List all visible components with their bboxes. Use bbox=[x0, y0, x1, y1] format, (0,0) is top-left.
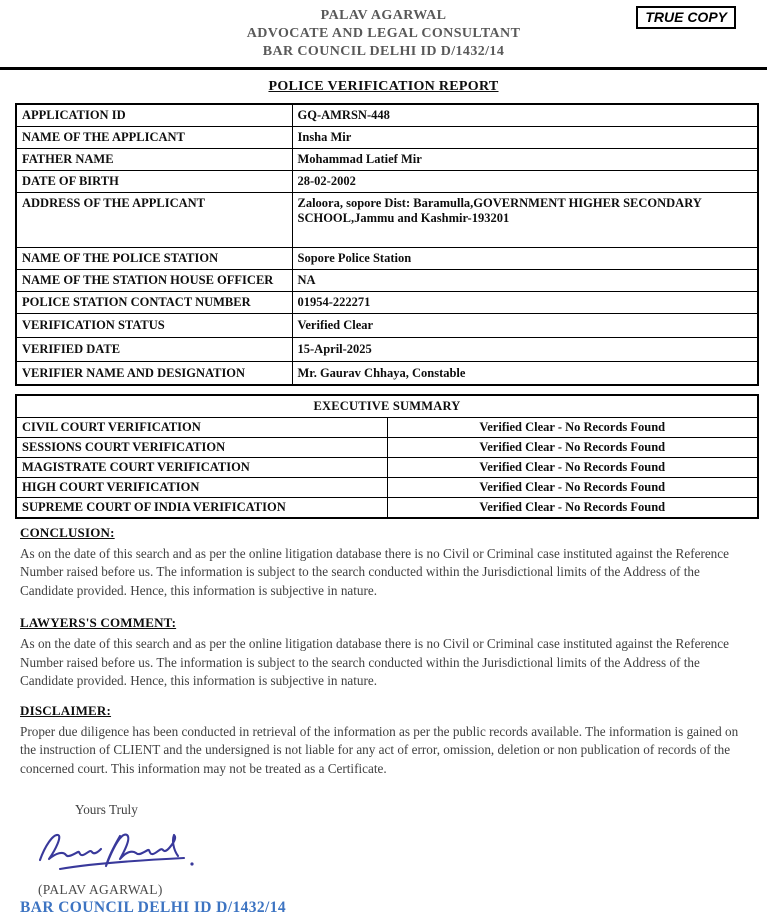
row-label: MAGISTRATE COURT VERIFICATION bbox=[16, 457, 387, 477]
conclusion-text: As on the date of this search and as per the online litigation database there is no Civil or Criminal case instituted against the Reference Number raised before us. The information is subject to the search conducted within the Jurisdictional limits of the Address of the Candidate provided. Hence, this information is subjective in nature. bbox=[20, 545, 729, 598]
row-label: NAME OF THE STATION HOUSE OFFICER bbox=[16, 269, 292, 291]
advocate-name: PALAV AGARWAL bbox=[320, 8, 447, 23]
executive-summary-title: EXECUTIVE SUMMARY bbox=[16, 395, 758, 417]
advocate-bar-id: BAR COUNCIL DELHI ID D/1432/14 bbox=[262, 44, 505, 59]
row-value: Verified Clear bbox=[292, 313, 758, 337]
table-row bbox=[16, 361, 758, 385]
row-value: Verified Clear - No Records Found bbox=[387, 497, 758, 518]
table-row bbox=[16, 247, 758, 269]
row-label: DATE OF BIRTH bbox=[16, 170, 292, 192]
row-value: Sopore Police Station bbox=[292, 247, 758, 269]
table-row bbox=[16, 192, 758, 247]
row-value: 28-02-2002 bbox=[292, 170, 758, 192]
table-row bbox=[16, 170, 758, 192]
row-label: VERIFIER NAME AND DESIGNATION bbox=[16, 361, 292, 385]
header-divider bbox=[0, 67, 767, 70]
row-label: SUPREME COURT OF INDIA VERIFICATION bbox=[16, 497, 387, 518]
table-row bbox=[16, 497, 758, 518]
salutation: Yours Truly bbox=[75, 802, 138, 817]
conclusion-section bbox=[20, 525, 748, 601]
table-row bbox=[16, 417, 758, 437]
applicant-details-table bbox=[15, 103, 759, 386]
row-label: APPLICATION ID bbox=[16, 104, 292, 126]
row-value: Verified Clear - No Records Found bbox=[387, 437, 758, 457]
table-row bbox=[16, 457, 758, 477]
disclaimer-heading: DISCLAIMER: bbox=[20, 702, 112, 718]
row-label: ADDRESS OF THE APPLICANT bbox=[16, 192, 292, 247]
row-label: HIGH COURT VERIFICATION bbox=[16, 477, 387, 497]
table-row bbox=[16, 313, 758, 337]
row-value: 01954-222271 bbox=[292, 291, 758, 313]
row-label: VERIFIED DATE bbox=[16, 337, 292, 361]
row-label: POLICE STATION CONTACT NUMBER bbox=[16, 291, 292, 313]
advocate-role: ADVOCATE AND LEGAL CONSULTANT bbox=[246, 26, 521, 41]
row-value: Insha Mir bbox=[292, 126, 758, 148]
lawyers-comment-text: As on the date of this search and as per the online litigation database there is no Civil or Criminal case instituted against the Reference Number raised before us. The information is subject to the search conducted within the Jurisdictional limits of the Address of the Candidate provided. Hence, this information is subjective in nature. bbox=[20, 636, 729, 688]
disclaimer-section bbox=[20, 703, 748, 779]
row-label: VERIFICATION STATUS bbox=[16, 313, 292, 337]
lawyers-comment-section bbox=[20, 615, 748, 691]
row-value: Mohammad Latief Mir bbox=[292, 148, 758, 170]
lawyers-comment-heading: LAWYERS'S COMMENT: bbox=[20, 615, 177, 630]
disclaimer-text: Proper due diligence has been conducted in retrieval of the information as per the public records available. The information is gained on the instruction of CLIENT and the undersigned is not liable for any act of error, omission, deletion or non publication of records of the concerned court. This information may not be treated as a Certificate. bbox=[20, 723, 739, 776]
conclusion-heading: CONCLUSION: bbox=[20, 524, 115, 540]
table-header-row bbox=[16, 395, 758, 417]
table-row bbox=[16, 337, 758, 361]
executive-summary-table bbox=[15, 394, 759, 519]
row-value: NA bbox=[292, 269, 758, 291]
table-row bbox=[16, 126, 758, 148]
footer-bar-council-id: BAR COUNCIL DELHI ID D/1432/14 bbox=[20, 899, 287, 916]
table-row bbox=[16, 269, 758, 291]
row-label: CIVIL COURT VERIFICATION bbox=[16, 417, 387, 437]
row-label: NAME OF THE POLICE STATION bbox=[16, 247, 292, 269]
row-label: SESSIONS COURT VERIFICATION bbox=[16, 437, 387, 457]
row-value: 15-April-2025 bbox=[292, 337, 758, 361]
table-row bbox=[16, 477, 758, 497]
table-row bbox=[16, 104, 758, 126]
table-row bbox=[16, 437, 758, 457]
signature bbox=[32, 822, 767, 880]
page-title: POLICE VERIFICATION REPORT bbox=[268, 79, 499, 94]
row-value: GQ-AMRSN-448 bbox=[292, 104, 758, 126]
handwritten-signature-image bbox=[32, 822, 207, 880]
table-row bbox=[16, 148, 758, 170]
row-label: FATHER NAME bbox=[16, 148, 292, 170]
row-value: Verified Clear - No Records Found bbox=[387, 417, 758, 437]
row-value: Verified Clear - No Records Found bbox=[387, 457, 758, 477]
signatory-name: (PALAV AGARWAL) bbox=[38, 882, 163, 897]
row-value: Zaloora, sopore Dist: Baramulla,GOVERNMENT HIGHER SECONDARY SCHOOL,Jammu and Kashmir-193201 bbox=[292, 192, 758, 247]
row-value: Mr. Gaurav Chhaya, Constable bbox=[292, 361, 758, 385]
row-value: Verified Clear - No Records Found bbox=[387, 477, 758, 497]
table-row bbox=[16, 291, 758, 313]
row-label: NAME OF THE APPLICANT bbox=[16, 126, 292, 148]
true-copy-stamp: TRUE COPY bbox=[636, 6, 736, 29]
